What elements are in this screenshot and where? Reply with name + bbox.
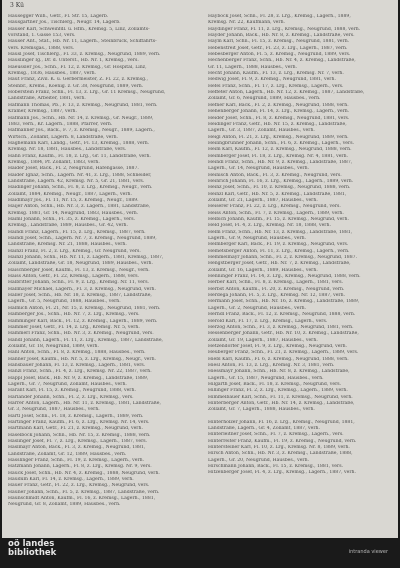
directory-entry: Zollamt, 1884, Kremsg., Neugr., 1887, Lagerh., verh. (8, 191, 132, 197)
directory-entry: Herndl Franz, Bäck., Fl. 12, z. Kremsg., Neugrund, 1888, verh. (208, 312, 356, 318)
directory-entry: Hauser Karl, Schweinfdl. u. Hfm., Kremsg. 5, Linz, Zollamts- (8, 26, 150, 32)
directory-entry: Haindl Josef, Schn., Lagerh. Nr. 7, z. Kremsg., Neugrund, 1889, (8, 236, 157, 242)
directory-entry: Hebesberger Anton, Fl. 5, z. Kremsg., Neugrund, 1889, vers. (208, 52, 351, 58)
directory-entry: Hauer Franz, Getr., Fl. 22, z. Lrg., Kremsg., Neugrund, vers. (8, 483, 150, 489)
directory-entry: Kremsg. Nr. 18, 1881, Hausbes., Landstraße, vers. (8, 147, 127, 153)
page-number: 3 Kü (10, 2, 24, 9)
directory-entry: Heidinger Franz, Getr., Hb. Nr. 15, z. Kremsg., Landstraße, (208, 121, 347, 127)
directory-entry: Neugrund, Gr. 8, Zollamt, 1889, Hausbes., verh. (8, 502, 121, 508)
directory-entry: Herold Karl, Fl. 17, z. Lrg., Kremsg., Lagerh., vers. (208, 318, 328, 324)
directory-entry: Wirtsch., Zollamt, Lagerh. 8, Landstraße, verh. (8, 134, 119, 140)
directory-entry: Hermann Josef, Schn., Hb. Nr. 16, z. Kremsg., Landstraße, 1889, (208, 299, 360, 305)
directory-entry: 1883, verh., Kr. Lagerh., 1888, Pfarrer, verh. (8, 121, 113, 127)
directory-entry: Happl Josef, Bäck., Hb. Nr. 9, z. Kremsg., Landstraße, 1889, (8, 375, 149, 381)
directory-entry: Lagerh., Gr. 9, Neugrund, Hausbes., verh. (208, 236, 307, 242)
directory-entry: Hirschmann Johann, Bäck., Fl. 15, z. Kremsg., 1881, vers. (208, 464, 344, 470)
directory-entry: Hiebl Karl, Kaufm., Fl. 6, z. Kremsg., Neugrund, 1888, verh. (208, 356, 349, 362)
directory-entry: Heinrich Johann, Fl. 16, z. Lrg., Kremsg., Lagerh., 1889, verh. (208, 178, 354, 184)
directory-entry: Haudum Karl, Fl. 14, z. Kremsg., Lagerh., 1889, verh. (8, 477, 134, 483)
directory-entry: Lagerh., Gr. 15, 1887, Neugrund, Hausbes., verh. (208, 375, 324, 381)
directory-entry: Heinisch Anton, Bäck., Fl. 3, z. Kremsg., Neugrund, vers. (208, 172, 342, 178)
directory-entry: Harrer Anton, Lagerh., Hb. Nr. 11, z. Kremsg., 1881, Landstraße, (8, 400, 161, 406)
directory-entry: Hedwig Josef, Fl. 9, z. Kremsg., Neugrund, 1881, verh. (208, 77, 336, 83)
directory-entry: Hinterreiter Franz, Kaufm., Fl. 19, z. Kremsg., Neugrund, verh. (208, 438, 357, 444)
directory-entry: Heffeter Anton, Lagerh., Hb. Nr. 12, z. Kremsg., 1887, Landstraße, (208, 90, 365, 96)
directory-entry: Haiml Johann, Schn., Fl. 35, z. Kremsg., Lagerh., vers. (8, 217, 136, 222)
directory-entry: Zollamt, Landstraße, Gr. 18, Neugrund, 1889, Hausbes., verh. (8, 261, 153, 267)
directory-entry: Landstraße, Arbeiter, 1881, verh. (8, 96, 86, 102)
directory-entry: Lagerh., Gr. 3, 1887, Zollamt, Hausbes., verh. (208, 128, 315, 134)
directory-entry: Heiserer Franz, Fl. 22, z. Lrg., Kremsg., Neugrund, vers. (208, 204, 341, 210)
directory-entry: Henninger Franz, Fl. 14, z. Lrg., Kremsg., Neugrund, 1888, verh. (208, 274, 361, 280)
directory-entry: Kremsg., 1884, Pf. Zollamt, 1883, verh. (8, 159, 100, 165)
directory-entry: Hallmayer Michael, Lagerh., Fl. 3, z. Kremsg., Neugrund, verh. (8, 286, 156, 292)
directory-entry: Hafmann Jos., Schn., Hb. Nr. 14, z. Kremsg., Gr. Neugr., 1889, (8, 115, 154, 121)
directory-entry: Hefner Karl, Bäck., Fl. 2, z. Kremsg., Neugrund, 1888, verh. (208, 102, 349, 108)
directory-entry: Heiss Anton, Schn., Fl. 7, z. Kremsg., Lagerh., 1889, verh. (208, 210, 344, 216)
directory-entry: Gr. 11, Lagerh., 1888, Hausbes., verh. (208, 64, 298, 70)
directory-entry: Haidlmayr Jos., Fl. 11, Nr. 15, z. Kremsg., Neugr., 1889. (8, 197, 139, 203)
directory-entry: Haider Ignaz, Schn., Lagerh. Nr. 41, z. Lrg., 1888, Schneider, (8, 172, 152, 178)
directory-entry: Herdega Johann, Fl. 5, z. Lrg., Kremsg. Nr. 12, 1887, verh. (208, 293, 346, 299)
directory-entry: Hartmann Karl, Getr., Fl. 21, z. Kremsg., Neugrund, verh. (8, 426, 143, 432)
directory-entry: Hainzl Franz, Fl. 2, z. Lrg., Kremsg., Gr. Neugrund, vers. (8, 248, 141, 254)
directory-entry: Haslinger Josef, Fl. 7, z. Lrg., Kremsg., Lagerh., 1887, vers. (8, 439, 148, 445)
directory-entry: Heindl Franz, Schn., Hb. Nr. 9, z. Kremsg., Landstraße, 1887, (208, 159, 353, 165)
directory-entry: Hilgarth Josef, Bäck., Fl. 18, z. Kremsg., Neugrund, vers. (208, 381, 342, 387)
directory-entry: Landstraße, Lagerh., Gr. 4, Zollamt, 1887, verh. (208, 426, 320, 431)
directory-entry: Hayböck Josef, Schn., Fl. 28, z. Lrg., Kremsg., Lagerh., 1889, (208, 14, 351, 19)
directory-entry: Haut Franz, Zivil. K. u. Gerbermeister, Z. Fl. 22, z. Kremsg., (8, 77, 148, 83)
directory-entry: Hecht Johann, Kaufm., Fl. 13, z. Lrg., Kremsg. Nr. 7, verh. (208, 71, 344, 77)
directory-entry: Gr. 3, Neugrund, 1887, Hausbes., verh. (8, 407, 100, 413)
directory-entry: Handl Johann, Lagerh., Fl. 11, z. Lrg., Kremsg., 1887, Landstraße, (8, 337, 164, 343)
directory-entry: Herzog Anton, Schn., Fl. 3, z. Kremsg., Neugrund, 1881, verh. (208, 324, 354, 330)
directory-entry: Hahn Franz, Kaufm., Fl. 18, z. Lrg., Gr. 11, Landstraße, verh. (8, 153, 151, 159)
directory-entry: Kremsg. Nr. 22, Kaufmann, verh. (208, 20, 286, 26)
directory-entry: Landstraße, Zollamt, Gr. 12, 1889, Hausbes., verh. (8, 451, 127, 457)
directory-entry: Hausegger Wilh., Getr., Fl. Str. 15, Lagerb. (8, 14, 109, 19)
directory-entry: Helbich Johann, Kaufm., Fl. 15, z. Kremsg., Neugrund, verh. (208, 217, 349, 222)
directory-entry: Lagerh., Gr. 2, Neugrund, Hausbes., verh. (208, 305, 307, 311)
directory-entry: Hessenberger Johann, Getr., Hb. Nr. 10, z. Kremsg., Landstraße, (208, 331, 359, 337)
directory-entry: Landstraße, Kremsg. Nr. 21, 1888, Hausbes., verh. (8, 242, 127, 248)
document-page (2, 0, 398, 538)
directory-entry: Hausl Josef, Tischlerg., Fl. 33, z. Kremsg., Neugrund, 1889, verh. (8, 52, 161, 58)
directory-entry: Held Josef, Fl. 4, z. Lrg., Kremsg. Nr. 18, 1888, verh. (208, 223, 331, 229)
directory-entry: Hanzl Franz, Schn., Fl. 4, z. Lrg., Kremsg. Nr. 22, 1887, verh. (8, 369, 152, 375)
directory-entry: Hemetsberger Anton, Fl. 11, z. Lrg., Kremsg., Lagerh., verh. (208, 248, 350, 254)
directory-entry: Zollamt, Gr. 19, Lagerh., 1887, Hausbes., verh. (208, 337, 318, 343)
directory-entry: Hiessmayr Johann, Schn., Hb. Nr. 8, z. Kremsg., Landstraße, (208, 369, 350, 375)
directory-entry: Hauck Josef, Schn., Hb. Nr. 4, z. Kremsg., 1888, Neugrund, verh. (8, 470, 160, 476)
directory-entry: Hainzl Johann, Schn., Hb. Nr. 11, z. Lagerh., 1881, Kremsg., 1887, (8, 255, 164, 261)
directory-entry: Hebenstreit Josef, Getr., Fl. 23, z. Lrg., Lagerh., 1887, verh. (208, 45, 348, 51)
directory-entry: Hetzendorfer Josef, Fl. 9, z. Lrg., Kremsg., Neugrund, verh. (208, 343, 348, 349)
directory-entry: Lagerh., Gr. 20, Neugrund, Hausbes., verh. (208, 457, 310, 463)
directory-entry: Herbst Anton, Kaufm., Fl. 20, z. Kremsg., Neugrund, verh. (208, 286, 345, 292)
directory-entry: Harlander Johann, Schn., Fl. 2, z. Lrg., Kremsg., vers. (8, 394, 134, 400)
directory-entry: Heigl Anton, Fl. 21, z. Lrg., Kremsg., Neugrund, 1889, verh. (208, 134, 349, 140)
directory-entry: Harant Karl, Fl. 15, z. Kremsg., Neugrund, 1888, verh. (8, 388, 136, 394)
directory-entry: Hirsch Anton, Schn., Hb. Nr. 3, z. Kremsg., Landstraße, 1888, (208, 451, 353, 457)
directory-entry: Haghemann Karl, Landg., Getr., Fl. 13, Kremsg., 1888, verh. (8, 140, 150, 146)
directory-entry: Hauslinger Ig., Dr. d. Unterst., Hb. Nr. 1, Kremsg., vers. (8, 58, 139, 64)
directory-entry: Zollamt, Gr. 7, Lagerh., 1888, Hausbes., verh. (208, 407, 315, 413)
directory-entry: Hayder Johann, Bäck., Hb. Nr. 8, z. Kremsg., Landstraße, vers. (208, 33, 355, 39)
directory-entry: Hefel Franz, Schn., Fl. 17, z. Lrg., Kremsg., Lagerh., vers. (208, 83, 344, 89)
directory-entry: Hillinger Franz, Fl. 2, z. Lrg., Kremsg., Lagerh., 1889, verh. (208, 388, 348, 394)
directory-entry: Hamberger Jos., Schn., Hb. Nr. 7, z. Lrg., Kremsg., vers. (8, 312, 140, 318)
directory-entry: Hafmanner Jos., Bäck., F. 7, z. Kremsg., Neugr., 1889, Lagerh., (8, 128, 155, 134)
directory-entry: Hafmann Thomas, Pb., F. 13, z. Kremsg., Neugrund, 1881, verh. (8, 102, 158, 108)
logo-line-1: oö landes (8, 539, 55, 549)
directory-entry: Haijer Anton, Schn., Hb. Nr. 3, z. Lagerh., 1881, Landstraße, (8, 204, 151, 210)
directory-entry: Hartinger Franz, Kaufm., Fl. 6, z. Lrg., Kremsg. Nr. 14, vers. (8, 420, 150, 425)
directory-entry: Heinz Josef, Schn., Fl. 10, z. Kremsg., Neugrund, 1888, verh. (208, 185, 351, 191)
directory-entry: Hanner Josef, Kaufm., Hb. Nr. 5, z. Lrg., Kremsg., Neugr., verh. (8, 356, 157, 362)
directory-entry: Hatzmann Johann, Lagerh., Fl. 8, z. Lrg., Kremsg. Nr. 9, vers. (8, 464, 152, 470)
directory-entry: Hechenberger Franz, Schn., Hb. Nr. 4, z. Kremsg., Landstraße, (208, 58, 356, 64)
directory-entry: Hauner Johann, Schn., Fl. 5, z. Kremsg., 1887, Landstraße, verh. (8, 489, 160, 495)
directory-entry: Heider Josef, Schn., Fl. 8, z. Kremsg., Neugrund, 1881, vers. (208, 115, 350, 121)
directory-entry: Hoberstein Franz, Schn., Fl. 13, z. Lrg., Gr. 11 Kremsg., Neugrund, (8, 90, 166, 96)
directory-entry: Landstraße, Lagerh. 42, Kremsg. Nr. 5, Gr. 21, 1881, vers. (8, 178, 145, 184)
directory-entry: Haidinger Johann, Schn., Fl. 8, z. Lrg., Kremsg., Neugr., verh. (8, 185, 153, 191)
directory-entry: Hintersteiner Karl, Fl. 10, z. Lrg., Kremsg. Nr. 8, 1889, verh. (208, 445, 350, 451)
directory-entry: Hartl Josef, Schn., Fl. 18, z. Kremsg., Lagerh., 1889, verh. (8, 413, 144, 419)
directory-entry: vers. Kremsgas., 1888, vers. (8, 45, 75, 51)
directory-entry: vorstand, 1. Gasse 153, vers. (8, 33, 76, 39)
directory-entry: Heim Karl, Kaufm., Fl. 12, z. Kremsg., Neugrund, 1888, verh. (208, 147, 352, 153)
directory-entry: Haselböck Johann, Schn., Hb. Nr. 15, z. Kremsg., 1888, verh. (8, 432, 151, 438)
directory-entry: Hausgartner Jos., Tischlerg., Neugr. 14, Lagerb. (8, 20, 121, 26)
viewer-label: intranda viewer (348, 549, 388, 555)
directory-entry: Hengstberger Josef, Getr., Hb. Nr. 7, z. Kremsg., Landstraße, (208, 261, 351, 267)
directory-entry: Hehenberger Johann, Fl. 14, z. Lrg., Kremsg., Lagerh., verh. (208, 109, 350, 115)
library-logo[interactable] (8, 540, 68, 558)
directory-entry: Steinbr., Krems., Koenig. z. Gr. 38, Neugrund, 1889, verh. (8, 83, 144, 89)
directory-entry: Lagerh., Gr. 7, Neugrund, Zollamt, Hausbes., verh. (8, 381, 127, 387)
directory-entry: Haiss Anton, Getr., Fl. 22, Kremsg., Lagerh., 1888, vers. (8, 274, 140, 280)
directory-entry: Hitzenberger Josef, Fl. 4, z. Lrg., Kremsg., Lagerh., 1887, verh. (208, 470, 356, 476)
directory-entry: Kremsg. 1881, Gr. 14, Neugrund, 1883, Hausbes., verh. (8, 210, 139, 216)
directory-entry: Halbritter Johann, Schn., Fl. 9, z. Lrg., Kremsg. Nr. 11, vers. (8, 280, 150, 286)
directory-entry: Hemmelmayr Johann, Schn., Fl. 2, z. Kremsg., Neugrund, 1887. (208, 255, 358, 261)
directory-entry: Haunschmidt Anton, Kaufm., Fl. 16, z. Kremsg., Lagerh., 1881, (8, 496, 156, 502)
directory-entry: Hamminger Karl, Bäck., Fl. 12, z. Kremsg., Lagerh., 1889, verh. (8, 318, 158, 324)
directory-entry: Halmich Anton, Fl. 21, Nr. 15, z. Kremsg., Neugrund, 1881, verh. (8, 305, 161, 311)
directory-entry: Hammerl Franz, Schn., Hb. Nr. 3, z. Kremsg., Neugrund, vers. (8, 331, 154, 337)
right-column (208, 14, 394, 477)
directory-entry: Haydinger Franz, Fl. 11, z. Lrg., Kremsg., Neugrund, 1888, verh. (208, 26, 361, 32)
directory-entry: Himmelbauer Karl, Schn., Fl. 11, z. Kremsg., Neugrund, verh. (208, 394, 353, 400)
directory-entry: Zollamt, Gr. 18, Neugrund, 1889, verh. (8, 343, 99, 349)
directory-entry: Haider Josef, Bäck., Fl. 2, Neugrund, Hafengasse, 1887. (8, 166, 139, 172)
directory-entry: Hanl Anton, Schn., Fl. 8, z. Kremsg., 1888, Hausbes., verh. (8, 350, 146, 356)
directory-entry: Hansbauer Johann, Fl. 13, z. Kremsg., Lagerh., 1881, vers. (8, 362, 146, 368)
directory-entry: Haeussler Jos., Schn., Fl. 12, z. Kremsg., Gr. Hospital, Linz, (8, 64, 147, 70)
directory-entry: Hiesl Anton, Fl. 13, z. Lrg., Kremsg. Nr. 3, 1881, verh. (208, 362, 335, 368)
directory-entry: Kramer, Kremsg., 1887, verh. (8, 109, 77, 115)
directory-entry: Heilingbrunner Johann, Schn., Fl. 6, z. Kremsg., Lagerh., vers. (208, 140, 355, 146)
directory-entry: Helmberger Karl, Bäck., Fl. 19, z. Kremsg., Neugrund, vers. (208, 242, 349, 248)
directory-entry: Haller Josef, Schn., Hb. Nr. 18, z. Kremsg., 1887, Landstraße, (8, 293, 152, 299)
directory-entry: Helm Franz, Schn., Hb. Nr. 13, z. Kremsg., Landstraße, 1881, (208, 229, 353, 235)
directory-entry: Zollamt, Gr. 21, Lagerh., 1887, Hausbes., verh. (208, 197, 318, 203)
directory-entry: Zollamt, Gr. 16, Lagerh., 1889, Hausbes., verh. (208, 267, 318, 273)
directory-entry: Haindl Franz, Lagerh., Fl. 15, z. Lrg., Kremsg., 1887, verh. (8, 229, 146, 235)
directory-entry: Haischberger Josef, Kaufm., Fl. 13, z. Kremsg., Neugr., verh. (8, 267, 150, 273)
directory-entry: Lagerh., Gr. 14, Neugrund, Hausbes., verh. (208, 166, 310, 172)
directory-entry: Herber Karl, Schn., Fl. 8, z. Kremsg., Lagerh., 1881, vers. (208, 280, 344, 286)
directory-entry: Lagerh., Gr. 5, Neugrund, 1888, Hausbes., verh. (8, 299, 121, 305)
directory-entry: Haym Karl, Schn., Fl. 15, z. Kremsg., Neugrund, 1881, verh. (208, 39, 350, 45)
directory-entry: Hinterholzer Johann, Fl. 16, z. Lrg., Kremsg., Neugrund, 1881, (208, 419, 355, 425)
directory-entry: Kremsg., Landstraße, 1889, Hausbes., Gr. 42, verh. (8, 223, 128, 229)
left-column (8, 14, 194, 509)
directory-entry: Heuberger Franz, Schn., Fl. 21, z. Kremsg., Lagerh., 1889, vers. (208, 350, 359, 356)
directory-entry: Haslmayr Anton, Bäck., Fl. 3, z. Kremsg., Neugrund, 1881, (8, 445, 146, 451)
directory-entry: Hinterleitner Josef, Schn., Fl. 7, z. Kremsg., Lagerh., vers. (208, 432, 344, 438)
directory-entry: Hammer Josef, Getr., Fl. 14, z. Lrg., Kremsg. Nr. 5, verh. (8, 324, 140, 330)
directory-entry: Hasslinger Franz, Schn., Fl. 19, z. Kremsg., Lagerh., verh. (8, 458, 145, 464)
directory-entry: Heimberger Josef, Fl. 18, z. Lrg., Kremsg. Nr. 4, 1881, verh. (208, 153, 349, 159)
directory-entry: Hauser Ant., Stat., Hb. Nr. 11, Lagerh., Steinbruck, Schiffahrts- (8, 39, 157, 45)
directory-entry: Zollamt, Gr. 6, Neugrund, 1889, Hausbes., verh. (208, 96, 321, 102)
directory-entry: Kremsg., 1836, Hausbes., 1887, verh. (8, 71, 96, 77)
directory-entry: Hinterberger Anton, Getr., Hb. Nr. 14, z. Kremsg., Landstraße, (208, 400, 355, 406)
logo-line-2: bibliothek (8, 548, 57, 558)
directory-entry: Heinzl Karl, Getr., Hb. Nr. 5, z. Kremsg., Landstraße, 1881, (208, 191, 347, 197)
